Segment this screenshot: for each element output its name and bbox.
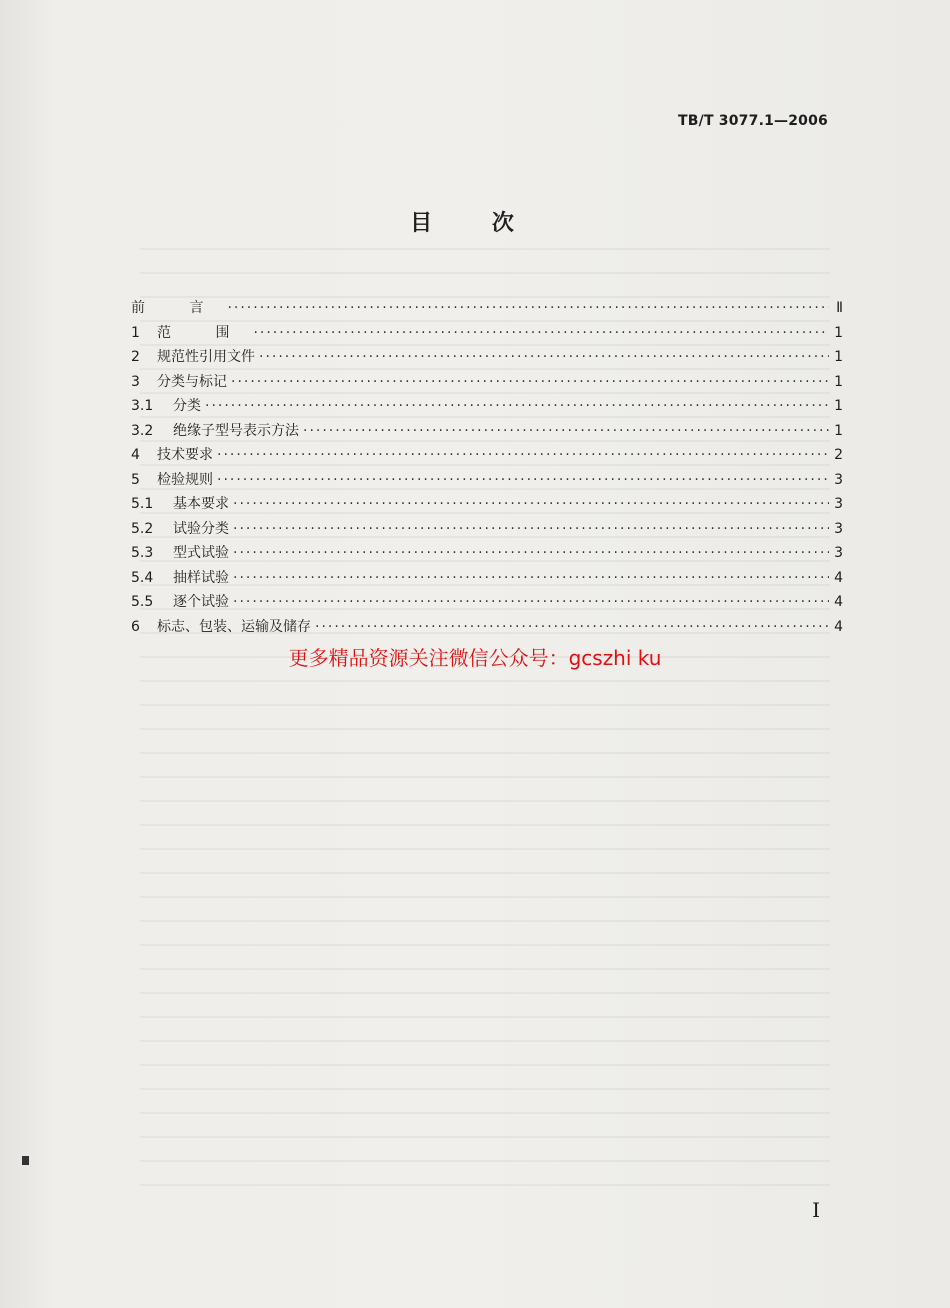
toc-entry[interactable] [131, 566, 843, 591]
toc-entry-number: 5.3 [131, 545, 154, 561]
toc-entry-page: 1 [834, 349, 843, 365]
toc-entry-label: 逐个试验 [173, 594, 229, 610]
toc-entry-page: 3 [834, 471, 843, 488]
toc-entry-page: 1 [834, 422, 843, 439]
toc-leader-dots [231, 370, 829, 395]
toc-entry-page: 4 [834, 618, 843, 635]
toc-entry-number: 2 [131, 349, 140, 365]
toc-entry-page: 4 [834, 569, 843, 586]
toc-entry-label: 抽样试验 [173, 569, 229, 586]
toc-entry-number: 5.2 [131, 520, 154, 537]
toc-entry-label: 前 言 [131, 300, 224, 316]
toc-entry-page: 1 [834, 373, 843, 390]
toc-entry-page: 3 [834, 545, 843, 561]
toc-entry[interactable] [131, 443, 843, 468]
toc-entry-page: 4 [834, 594, 843, 610]
toc-leader-dots [233, 541, 829, 566]
toc-entry-label: 试验分类 [173, 520, 229, 537]
toc-entry-number: 3 [131, 373, 140, 390]
toc-entry-label: 标志、包装、运输及储存 [157, 618, 311, 635]
toc-entry-label: 范 围 [157, 324, 250, 341]
toc-leader-dots [233, 590, 829, 615]
standard-code: TB/T 3077.1—2006 [678, 113, 828, 129]
toc-leader-dots [205, 394, 829, 419]
toc-entry[interactable] [131, 590, 843, 615]
toc-entry-number: 4 [131, 447, 140, 463]
toc-entry-number: 3.2 [131, 422, 154, 439]
binding-mark [22, 1156, 29, 1165]
toc-leader-dots [315, 615, 829, 640]
toc-title: 目 次 [410, 211, 540, 236]
toc-entry-number: 1 [131, 324, 140, 341]
toc-entry[interactable] [131, 321, 843, 346]
toc-entry-number: 6 [131, 618, 140, 635]
toc-entry[interactable] [131, 492, 843, 517]
toc-entry-number: 5.5 [131, 594, 154, 610]
toc-leader-dots [233, 517, 829, 542]
toc-entry-label: 绝缘子型号表示方法 [173, 422, 299, 439]
toc-entry-page: 3 [834, 496, 843, 512]
toc-entry-page: Ⅱ [836, 300, 843, 316]
toc-entry-label: 技术要求 [157, 447, 213, 463]
toc-leader-dots [253, 321, 829, 346]
toc-entry-label: 型式试验 [173, 545, 229, 561]
toc-entry-page: 1 [834, 398, 843, 414]
toc-entry-number: 5 [131, 471, 140, 488]
toc-leader-dots [217, 443, 829, 468]
toc-entry[interactable] [131, 541, 843, 566]
page-number: I [812, 1198, 820, 1222]
toc-entry[interactable] [131, 296, 843, 321]
toc-entry[interactable] [131, 468, 843, 493]
toc-leader-dots [233, 492, 829, 517]
toc-entry-label: 规范性引用文件 [157, 349, 255, 365]
toc-entry-page: 2 [834, 447, 843, 463]
toc-entry[interactable] [131, 394, 843, 419]
watermark-text: 更多精品资源关注微信公众号：gcszhi ku [288, 646, 662, 670]
toc-entry[interactable] [131, 517, 843, 542]
toc-entry[interactable] [131, 615, 843, 640]
toc-entry-page: 1 [834, 324, 843, 341]
toc-entry-page: 3 [834, 520, 843, 537]
toc-leader-dots [233, 566, 829, 591]
toc-entry-label: 基本要求 [173, 496, 229, 512]
toc-entry-label: 检验规则 [157, 471, 213, 488]
toc-entry-number: 3.1 [131, 398, 154, 414]
table-of-contents [131, 296, 843, 639]
toc-entry-label: 分类与标记 [157, 373, 227, 390]
toc-leader-dots [227, 296, 829, 321]
toc-leader-dots [217, 468, 829, 493]
toc-entry-label: 分类 [173, 398, 201, 414]
toc-entry-number: 5.1 [131, 496, 154, 512]
toc-entry[interactable] [131, 370, 843, 395]
toc-entry[interactable] [131, 345, 843, 370]
toc-leader-dots [303, 419, 829, 444]
toc-entry-number: 5.4 [131, 569, 154, 586]
toc-leader-dots [259, 345, 829, 370]
toc-entry[interactable] [131, 419, 843, 444]
